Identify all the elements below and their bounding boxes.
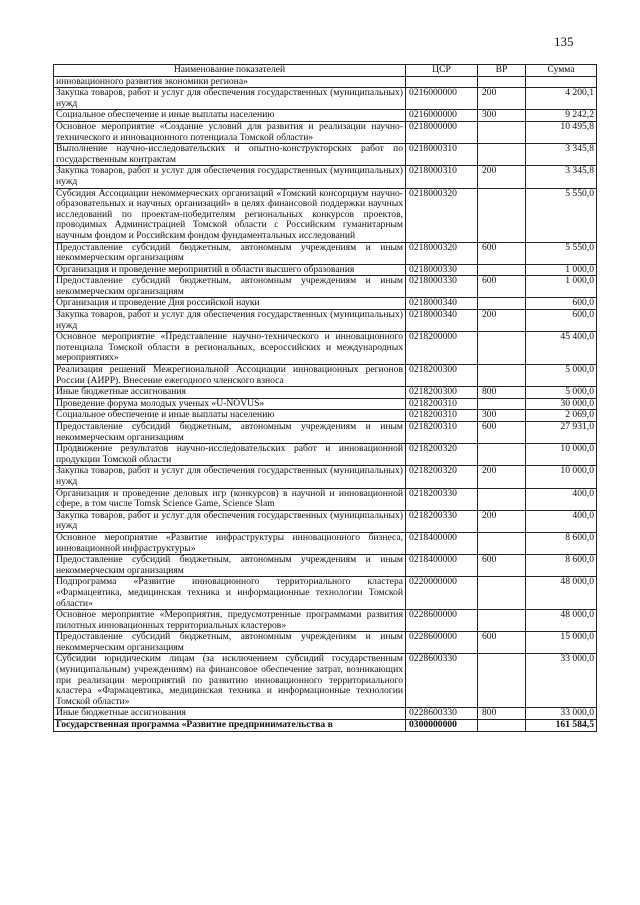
row-name-cell: Иные бюджетные ассигнования [54,387,406,399]
row-csr-cell: 0218200310 [406,422,478,444]
row-name-cell: Организация и проведение Дня российской науки [54,298,406,310]
row-vr-cell [478,610,526,632]
row-csr-cell: 0218000330 [406,276,478,298]
budget-table [53,64,597,732]
table-row [54,410,597,422]
row-name-cell: Основное мероприятие «Создание условий для развития и реализации научно-технического и инновационного потенциала Томской области» [54,121,406,143]
row-name-cell: Реализация решений Межрегиональной Ассоциации инновационных регионов России (АИРР). Внесение ежегодного членского взноса [54,365,406,387]
row-sum-cell: 48 000,0 [526,577,597,610]
row-sum-cell: 161 584,5 [526,720,597,732]
table-row [54,555,597,577]
page-number: 135 [554,34,574,49]
row-sum-cell: 8 600,0 [526,555,597,577]
row-vr-cell [478,654,526,708]
row-name-cell: Субсидия Ассоциации некоммерческих организаций «Томский консорциум научно-образовательных и научных организаций» в целях финансовой поддержки научных исследований по проектам-победителям региональных конкурсов проектов, проводимых Администрацией Томской области с Российским гуманитарным научным фондом и Российским фондом фундаментальных исследований [54,188,406,242]
row-vr-cell [478,144,526,166]
table-row [54,488,597,510]
row-sum-cell: 9 242,2 [526,110,597,122]
row-vr-cell: 600 [478,242,526,264]
row-sum-cell: 400,0 [526,510,597,532]
row-name-cell: Основное мероприятие «Развитие инфраструктуры инновационного бизнеса, инновационной инфраструктуры» [54,532,406,554]
row-name-cell: Субсидии юридическим лицам (за исключением субсидий государственным (муниципальным) учреждениям) на финансовое обеспечение затрат, возникающих при реализации мероприятий по развитию инновационного территориального кластера «Фармацевтика, медицинская техника и информационные технологии Томской области» [54,654,406,708]
table-row [54,332,597,365]
row-sum-cell: 15 000,0 [526,632,597,654]
row-vr-cell: 200 [478,166,526,188]
row-vr-cell [478,532,526,554]
header-vr: ВР [478,65,526,77]
row-csr-cell: 0218000340 [406,310,478,332]
row-sum-cell: 600,0 [526,298,597,310]
row-vr-cell: 600 [478,555,526,577]
row-csr-cell: 0218200330 [406,510,478,532]
table-row [54,577,597,610]
row-sum-cell: 10 000,0 [526,444,597,466]
row-csr-cell: 0218200310 [406,410,478,422]
row-vr-cell: 600 [478,632,526,654]
row-sum-cell: 400,0 [526,488,597,510]
table-row [54,610,597,632]
row-vr-cell: 300 [478,110,526,122]
row-vr-cell [478,398,526,410]
row-csr-cell: 0218400000 [406,555,478,577]
row-csr-cell: 0218000000 [406,121,478,143]
row-name-cell: Закупка товаров, работ и услуг для обеспечения государственных (муниципальных) нужд [54,466,406,488]
table-row [54,188,597,242]
table-row [54,632,597,654]
row-name-cell: Проведение форума молодых ученых «U-NOVUS» [54,398,406,410]
row-sum-cell: 27 931,0 [526,422,597,444]
table-row [54,444,597,466]
table-row [54,532,597,554]
row-vr-cell: 600 [478,276,526,298]
row-csr-cell [406,76,478,88]
row-name-cell: Предоставление субсидий бюджетным, автономным учреждениям и иным некоммерческим организациям [54,242,406,264]
row-sum-cell: 10 000,0 [526,466,597,488]
row-csr-cell: 0218000310 [406,144,478,166]
header-sum: Сумма [526,65,597,77]
row-name-cell: Государственная программа «Развитие предпринимательства в [54,720,406,732]
row-name-cell: Выполнение научно-исследовательских и опытно-конструкторских работ по государственным контрактам [54,144,406,166]
table-row [54,88,597,110]
row-csr-cell: 0300000000 [406,720,478,732]
table-row [54,708,597,720]
row-vr-cell: 800 [478,708,526,720]
row-csr-cell: 0218200320 [406,444,478,466]
row-vr-cell [478,264,526,276]
header-name: Наименование показателей [54,65,406,77]
row-sum-cell: 45 400,0 [526,332,597,365]
row-csr-cell: 0228600000 [406,610,478,632]
row-vr-cell: 200 [478,310,526,332]
table-row [54,310,597,332]
row-name-cell: Предоставление субсидий бюджетным, автономным учреждениям и иным некоммерческим организациям [54,276,406,298]
table-row [54,720,597,732]
table-row [54,121,597,143]
row-vr-cell [478,444,526,466]
row-sum-cell: 3 345,8 [526,166,597,188]
row-sum-cell: 10 495,8 [526,121,597,143]
row-vr-cell: 200 [478,88,526,110]
table-row [54,654,597,708]
table-row [54,144,597,166]
row-sum-cell: 33 000,0 [526,708,597,720]
row-name-cell: инновационного развития экономики региона» [54,76,406,88]
row-csr-cell: 0216000000 [406,110,478,122]
row-sum-cell: 5 000,0 [526,365,597,387]
row-name-cell: Закупка товаров, работ и услуг для обеспечения государственных (муниципальных) нужд [54,510,406,532]
row-csr-cell: 0220000000 [406,577,478,610]
row-vr-cell [478,720,526,732]
row-name-cell: Социальное обеспечение и иные выплаты населению [54,110,406,122]
header-csr: ЦСР [406,65,478,77]
table-row [54,387,597,399]
row-name-cell: Закупка товаров, работ и услуг для обеспечения государственных (муниципальных) нужд [54,88,406,110]
row-sum-cell: 1 000,0 [526,276,597,298]
row-vr-cell [478,488,526,510]
table-body [54,76,597,731]
row-csr-cell: 0228600330 [406,708,478,720]
row-csr-cell: 0216000000 [406,88,478,110]
row-sum-cell: 33 000,0 [526,654,597,708]
table-row [54,276,597,298]
row-name-cell: Продвижение результатов научно-исследовательских работ и инновационной продукции Томской области [54,444,406,466]
table-row [54,264,597,276]
row-vr-cell [478,121,526,143]
row-sum-cell: 3 345,8 [526,144,597,166]
row-csr-cell: 0218200310 [406,398,478,410]
row-name-cell: Основное мероприятие «Мероприятия, предусмотренные программами развития пилотных инновационных территориальных кластеров» [54,610,406,632]
row-name-cell: Основное мероприятие «Представление научно-технического и инновационного потенциала Томской области в региональных, всероссийских и международных мероприятиях» [54,332,406,365]
table-row [54,398,597,410]
row-name-cell: Организация и проведение мероприятий в области высшего образования [54,264,406,276]
row-vr-cell [478,188,526,242]
row-vr-cell: 800 [478,387,526,399]
row-csr-cell: 0218200320 [406,466,478,488]
row-csr-cell: 0218200000 [406,332,478,365]
table-row [54,110,597,122]
table-header-row [54,65,597,77]
row-vr-cell [478,332,526,365]
row-name-cell: Предоставление субсидий бюджетным, автономным учреждениям и иным некоммерческим организациям [54,632,406,654]
row-name-cell: Организация и проведение деловых игр (конкурсов) в научной и инновационной сфере, в том числе Tomsk Science Game, Science Slam [54,488,406,510]
row-vr-cell: 300 [478,410,526,422]
row-sum-cell: 1 000,0 [526,264,597,276]
row-csr-cell: 0228600000 [406,632,478,654]
row-vr-cell [478,577,526,610]
row-vr-cell: 200 [478,466,526,488]
row-sum-cell: 8 600,0 [526,532,597,554]
row-csr-cell: 0218000310 [406,166,478,188]
row-vr-cell: 600 [478,422,526,444]
row-vr-cell [478,365,526,387]
row-sum-cell: 5 000,0 [526,387,597,399]
row-vr-cell: 200 [478,510,526,532]
row-sum-cell: 48 000,0 [526,610,597,632]
row-name-cell: Предоставление субсидий бюджетным, автономным учреждениям и иным некоммерческим организациям [54,422,406,444]
row-csr-cell: 0218200300 [406,365,478,387]
table-row [54,242,597,264]
row-sum-cell: 5 550,0 [526,188,597,242]
row-name-cell: Социальное обеспечение и иные выплаты населению [54,410,406,422]
row-csr-cell: 0218000320 [406,188,478,242]
table-row [54,166,597,188]
row-csr-cell: 0218000330 [406,264,478,276]
row-csr-cell: 0218000320 [406,242,478,264]
table-row [54,76,597,88]
row-sum-cell [526,76,597,88]
table-row [54,422,597,444]
row-name-cell: Закупка товаров, работ и услуг для обеспечения государственных (муниципальных) нужд [54,310,406,332]
row-vr-cell [478,76,526,88]
row-csr-cell: 0218200300 [406,387,478,399]
table-row [54,510,597,532]
table-row [54,466,597,488]
row-sum-cell: 4 200,1 [526,88,597,110]
row-name-cell: Подпрограмма «Развитие инновационного территориального кластера «Фармацевтика, медицинская техника и информационные технологии Томской области» [54,577,406,610]
row-csr-cell: 0218000340 [406,298,478,310]
row-sum-cell: 600,0 [526,310,597,332]
row-name-cell: Закупка товаров, работ и услуг для обеспечения государственных (муниципальных) нужд [54,166,406,188]
row-csr-cell: 0218200330 [406,488,478,510]
row-sum-cell: 5 550,0 [526,242,597,264]
row-csr-cell: 0228600330 [406,654,478,708]
row-vr-cell [478,298,526,310]
row-sum-cell: 2 069,0 [526,410,597,422]
table-row [54,298,597,310]
row-name-cell: Иные бюджетные ассигнования [54,708,406,720]
row-name-cell: Предоставление субсидий бюджетным, автономным учреждениям и иным некоммерческим организациям [54,555,406,577]
table-row [54,365,597,387]
row-csr-cell: 0218400000 [406,532,478,554]
row-sum-cell: 30 000,0 [526,398,597,410]
